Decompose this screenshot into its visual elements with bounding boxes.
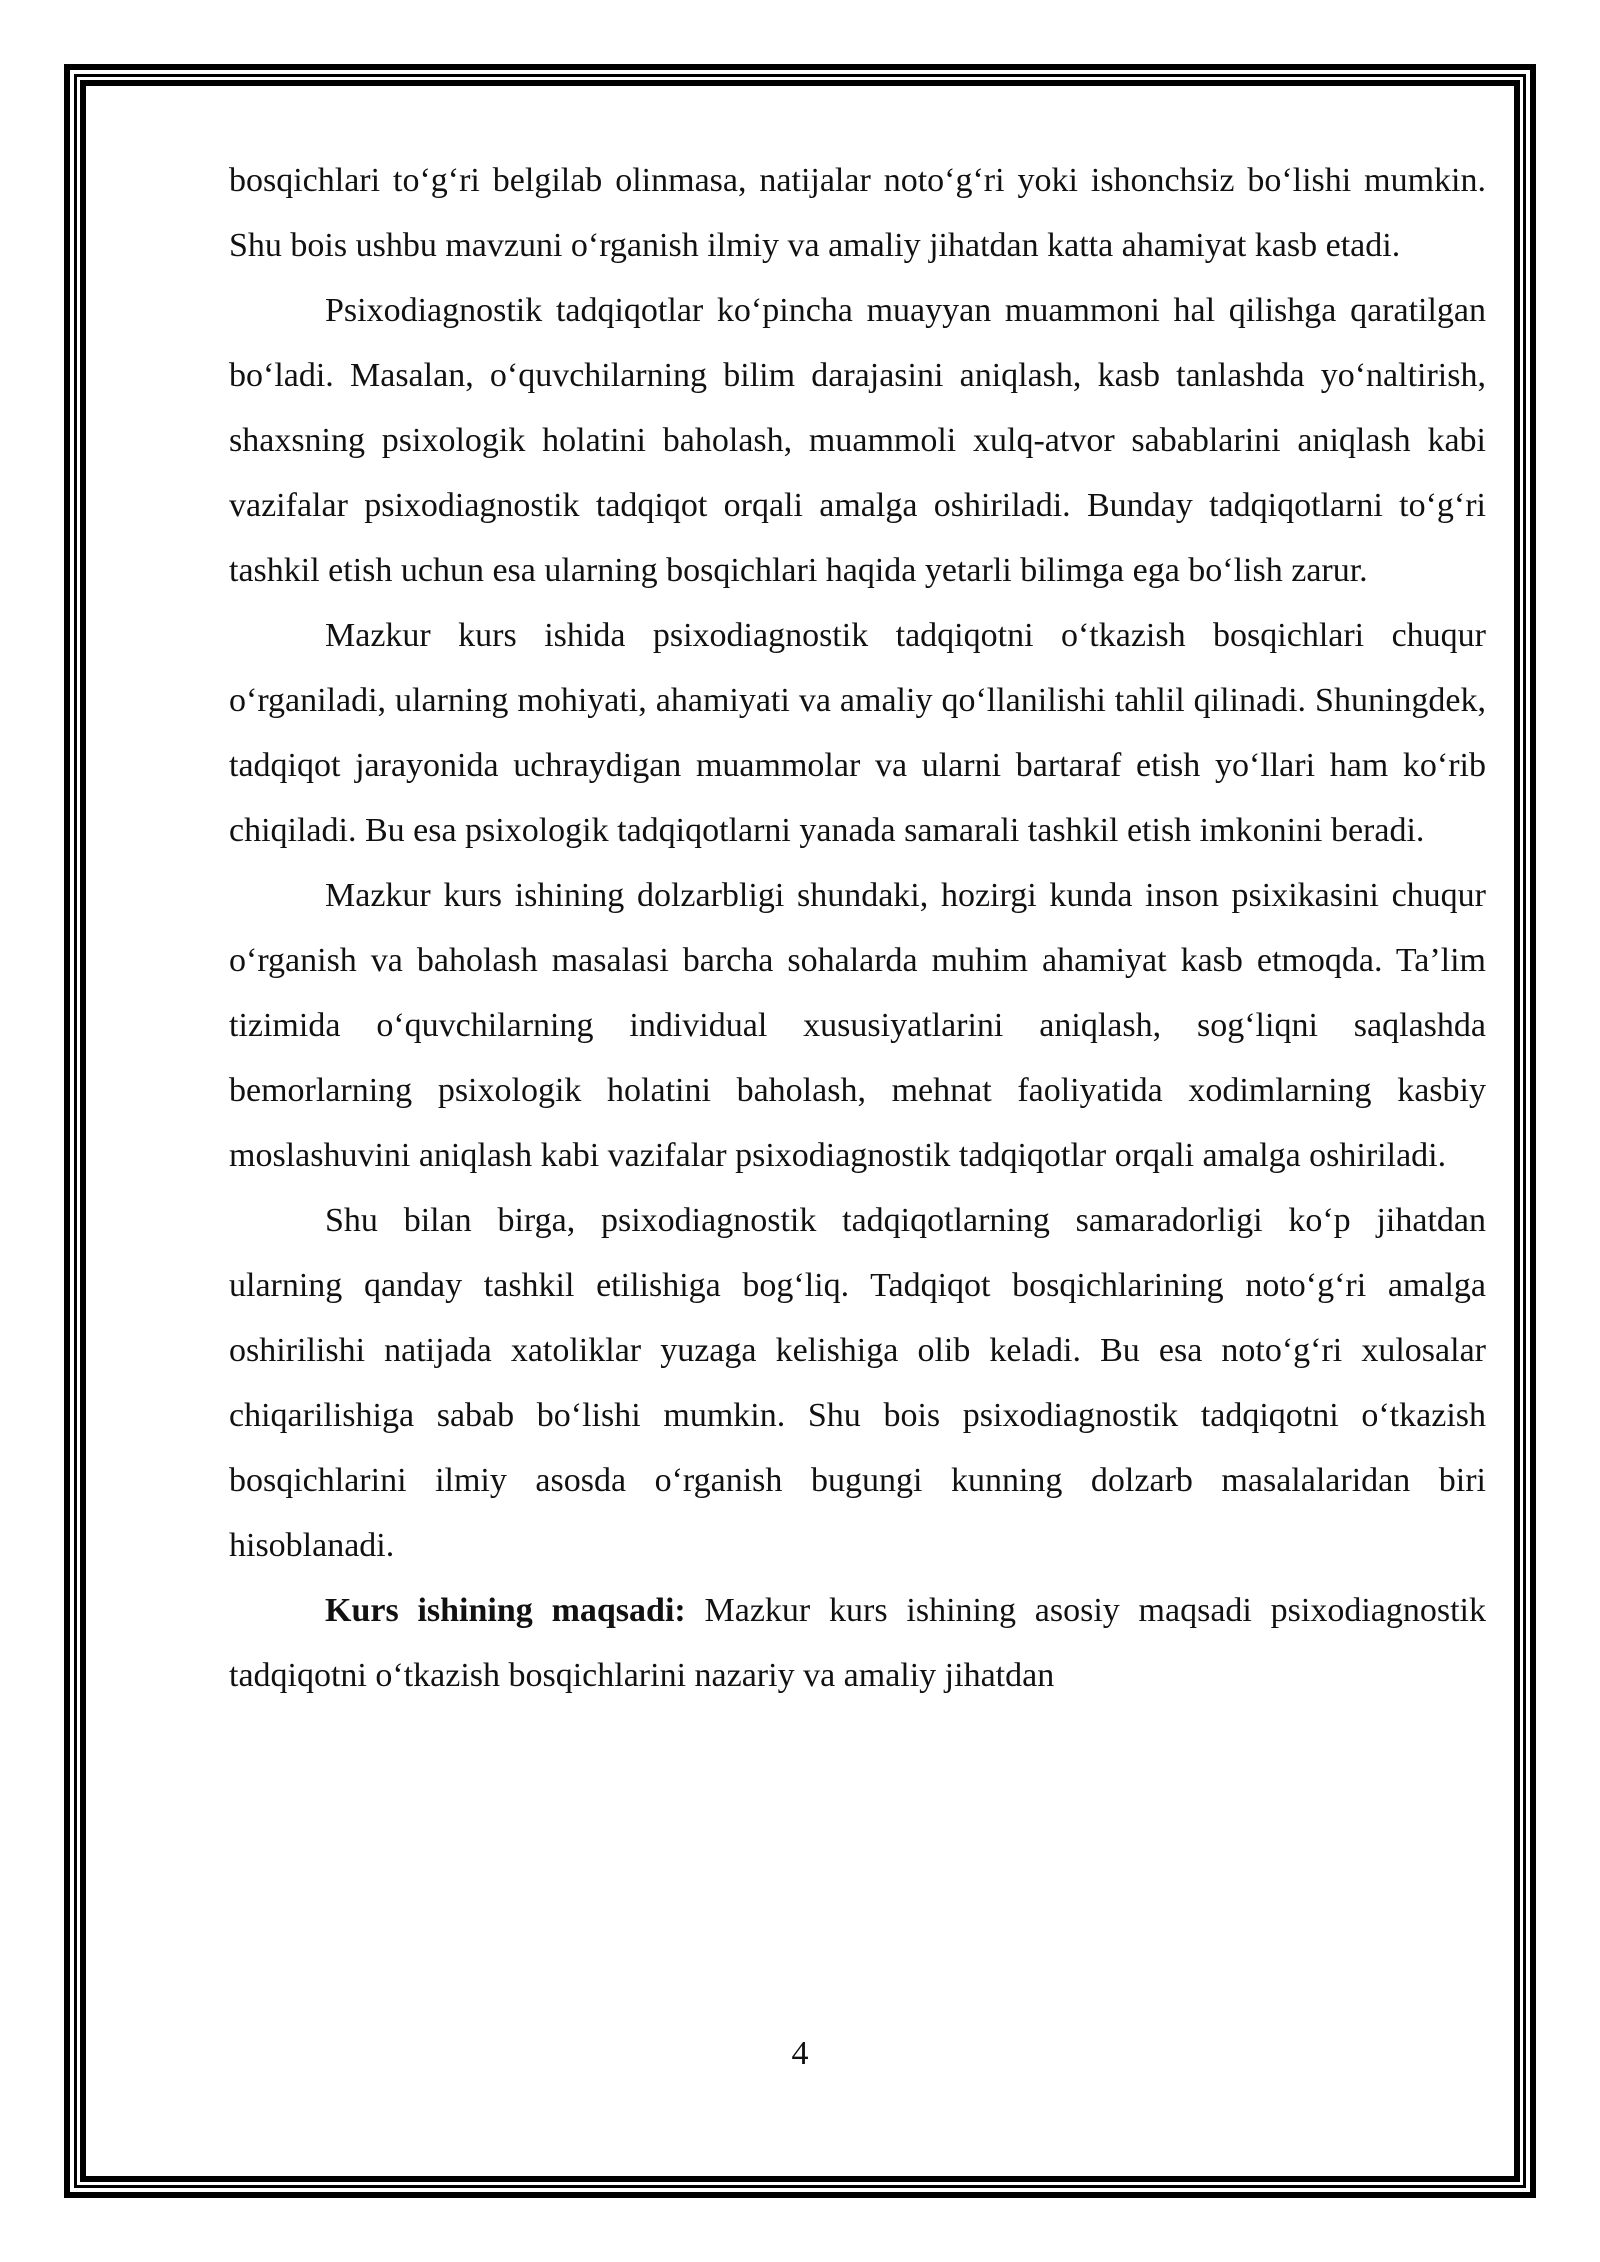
goal-text: Mazkur kurs ishining asosiy maqsadi psixodiagnostik tadqiqotni o‘tkazish bosqichlarini nazariy va amaliy jihatdan bbox=[229, 1592, 1486, 1694]
paragraph: Mazkur kurs ishida psixodiagnostik tadqiqotni o‘tkazish bosqichlari chuqur o‘rganiladi, ularning mohiyati, ahamiyati va amaliy qo‘llanilishi tahlil qilinadi. Shuningdek, tadqiqot jarayonida uchraydigan muammolar va ularni bartaraf etish yo‘llari ham ko‘rib chiqiladi. Bu esa psixologik tadqiqotlarni yanada samarali tashkil etish imkonini beradi. bbox=[229, 617, 1486, 849]
document-body bbox=[229, 148, 1486, 1708]
goal-heading: Kurs ishining maqsadi: bbox=[325, 1592, 686, 1629]
paragraph: Psixodiagnostik tadqiqotlar ko‘pincha muayyan muammoni hal qilishga qaratilgan bo‘ladi. Masalan, o‘quvchilarning bilim darajasini aniqlash, kasb tanlashda yo‘naltirish, shaxsning psixologik holatini baholash, muammoli xulq-atvor sabablarini aniqlash kabi vazifalar psixodiagnostik tadqiqot orqali amalga oshiriladi. Bunday tadqiqotlarni to‘g‘ri tashkil etish uchun esa ularning bosqichlari haqida yetarli bilimga ega bo‘lish zarur. bbox=[229, 292, 1486, 589]
page-number: 4 bbox=[791, 2035, 809, 2072]
paragraph: Shu bilan birga, psixodiagnostik tadqiqotlarning samaradorligi ko‘p jihatdan ularning qanday tashkil etilishiga bog‘liq. Tadqiqot bosqichlarining noto‘g‘ri amalga oshirilishi natijada xatoliklar yuzaga kelishiga olib keladi. Bu esa noto‘g‘ri xulosalar chiqarilishiga sabab bo‘lishi mumkin. Shu bois psixodiagnostik tadqiqotni o‘tkazish bosqichlarini ilmiy asosda o‘rganish bugungi kunning dolzarb masalalaridan biri hisoblanadi. bbox=[229, 1202, 1486, 1564]
paragraph-continuation: bosqichlari to‘g‘ri belgilab olinmasa, natijalar noto‘g‘ri yoki ishonchsiz bo‘lishi mumkin. Shu bois ushbu mavzuni o‘rganish ilmiy va amaliy jihatdan katta ahamiyat kasb etadi. bbox=[229, 162, 1486, 264]
paragraph-goal bbox=[229, 1578, 1486, 1708]
paragraph: Mazkur kurs ishining dolzarbligi shundaki, hozirgi kunda inson psixikasini chuqur o‘rganish va baholash masalasi barcha sohalarda muhim ahamiyat kasb etmoqda. Ta’lim tizimida o‘quvchilarning individual xususiyatlarini aniqlash, sog‘liqni saqlashda bemorlarning psixologik holatini baholash, mehnat faoliyatida xodimlarning kasbiy moslashuvini aniqlash kabi vazifalar psixodiagnostik tadqiqotlar orqali amalga oshiriladi. bbox=[229, 877, 1486, 1174]
